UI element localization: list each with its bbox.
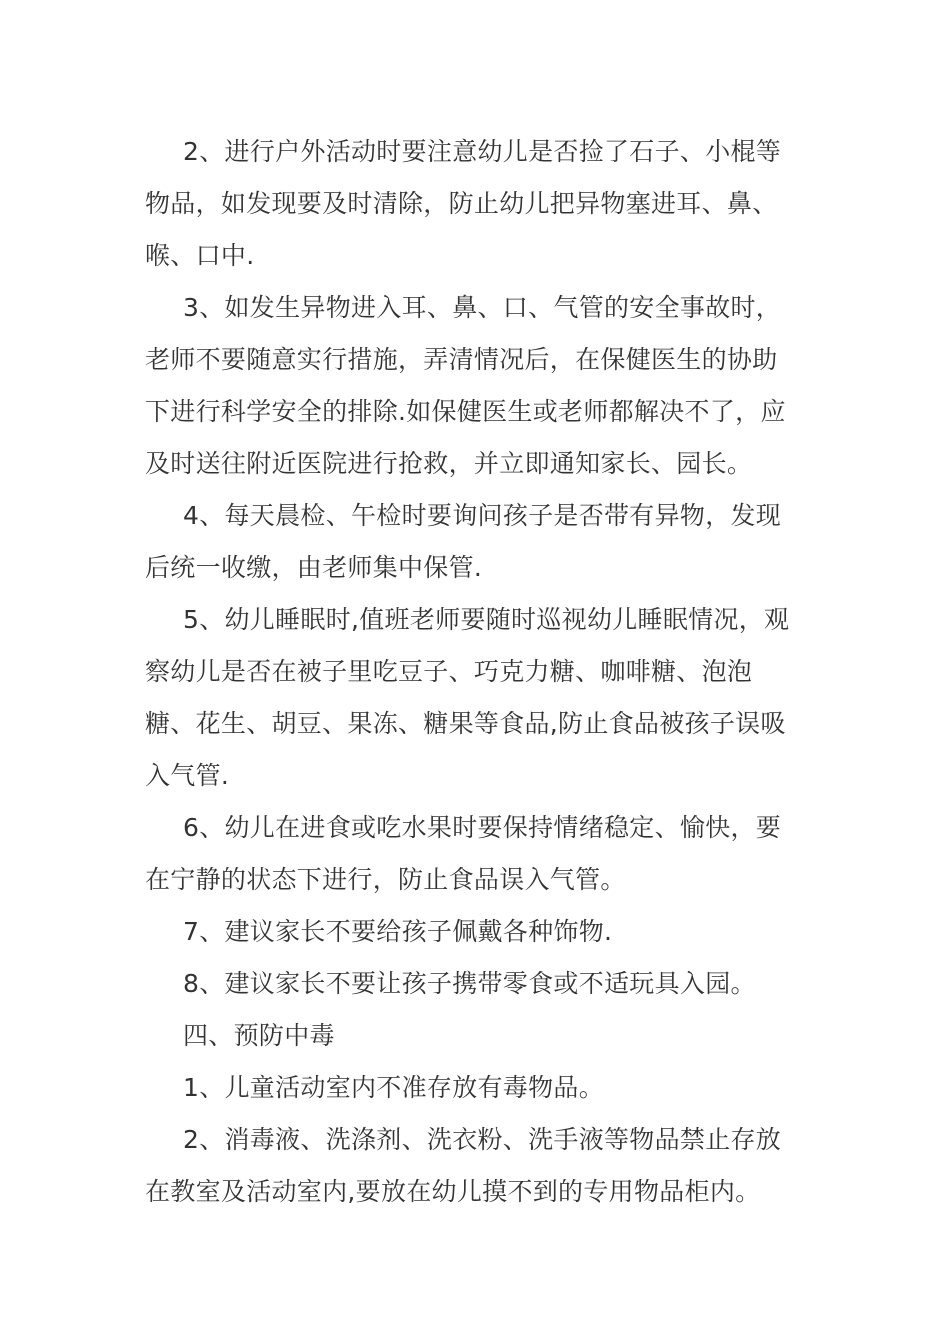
- paragraph-poison-2: 2、消毒液、洗涤剂、洗衣粉、洗手液等物品禁止存放在教室及活动室内,要放在幼儿摸不到的专用物品柜内。: [145, 1125, 782, 1206]
- paragraph-item-7: 7、建议家长不要给孩子佩戴各种饰物.: [183, 917, 613, 946]
- paragraph-item-6: 6、幼儿在进食或吃水果时要保持情绪稳定、愉快，要在宁静的状态下进行，防止食品误入气管。: [145, 813, 782, 894]
- paragraph-item-3: 3、如发生异物进入耳、鼻、口、气管的安全事故时，老师不要随意实行措施，弄清情况后，在保健医生的协助下进行科学安全的排除.如保健医生或老师都解决不了，应及时送往附近医院进行抢救，并立即通知家长、园长。: [145, 293, 786, 478]
- paragraph-item-5: 5、幼儿睡眠时,值班老师要随时巡视幼儿睡眠情况，观察幼儿是否在被子里吃豆子、巧克力糖、咖啡糖、泡泡糖、花生、胡豆、果冻、糖果等食品,防止食品被孩子误吸入气管.: [145, 605, 790, 790]
- document-body: [145, 126, 795, 1218]
- paragraph-item-2: 2、进行户外活动时要注意幼儿是否捡了石子、小棍等物品，如发现要及时清除，防止幼儿把异物塞进耳、鼻、喉、口中.: [145, 137, 782, 270]
- paragraph-item-4: 4、每天晨检、午检时要询问孩子是否带有异物，发现后统一收缴，由老师集中保管.: [145, 501, 782, 582]
- paragraph-poison-1: 1、儿童活动室内不准存放有毒物品。: [183, 1073, 605, 1102]
- paragraph-item-8: 8、建议家长不要让孩子携带零食或不适玩具入园。: [183, 969, 756, 998]
- section-heading-prevent-poisoning: 四、预防中毒: [183, 1021, 335, 1050]
